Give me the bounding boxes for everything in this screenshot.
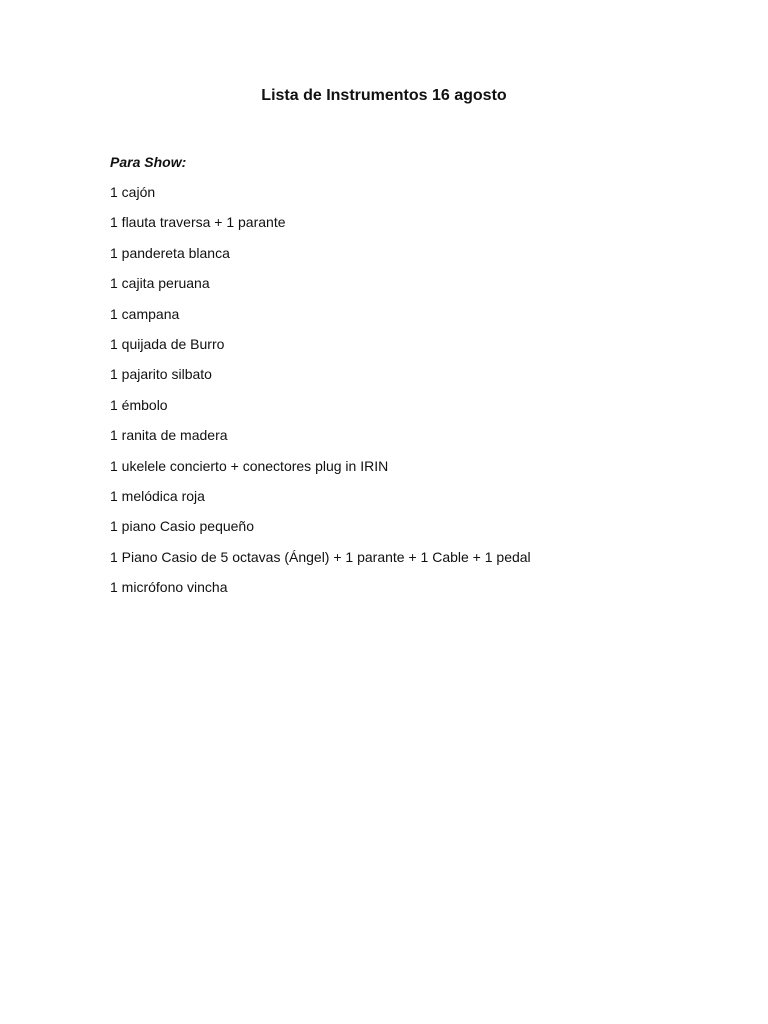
list-item: 1 cajón xyxy=(110,184,156,200)
list-item: 1 micrófono vincha xyxy=(110,579,228,596)
list-item: 1 campana xyxy=(110,305,180,322)
list-item: 1 émbolo xyxy=(110,396,168,413)
list-item: 1 cajita peruana xyxy=(110,275,210,292)
list-item: 1 pandereta blanca xyxy=(110,244,230,261)
instrument-list xyxy=(110,183,531,608)
list-item: 1 flauta traversa + 1 parante xyxy=(110,214,286,231)
list-item: 1 ranita de madera xyxy=(110,427,228,444)
list-item: 1 quijada de Burro xyxy=(110,335,225,352)
list-item: 1 Piano Casio de 5 octavas (Ángel) + 1 parante + 1 Cable + 1 pedal xyxy=(110,548,531,565)
list-item: 1 ukelele concierto + conectores plug in IRIN xyxy=(110,457,389,474)
list-item: 1 pajarito silbato xyxy=(110,366,212,383)
document-title: Lista de Instrumentos 16 agosto xyxy=(261,87,507,104)
list-item: 1 piano Casio pequeño xyxy=(110,518,255,535)
section-heading: Para Show: xyxy=(110,154,187,170)
list-item: 1 melódica roja xyxy=(110,487,205,504)
